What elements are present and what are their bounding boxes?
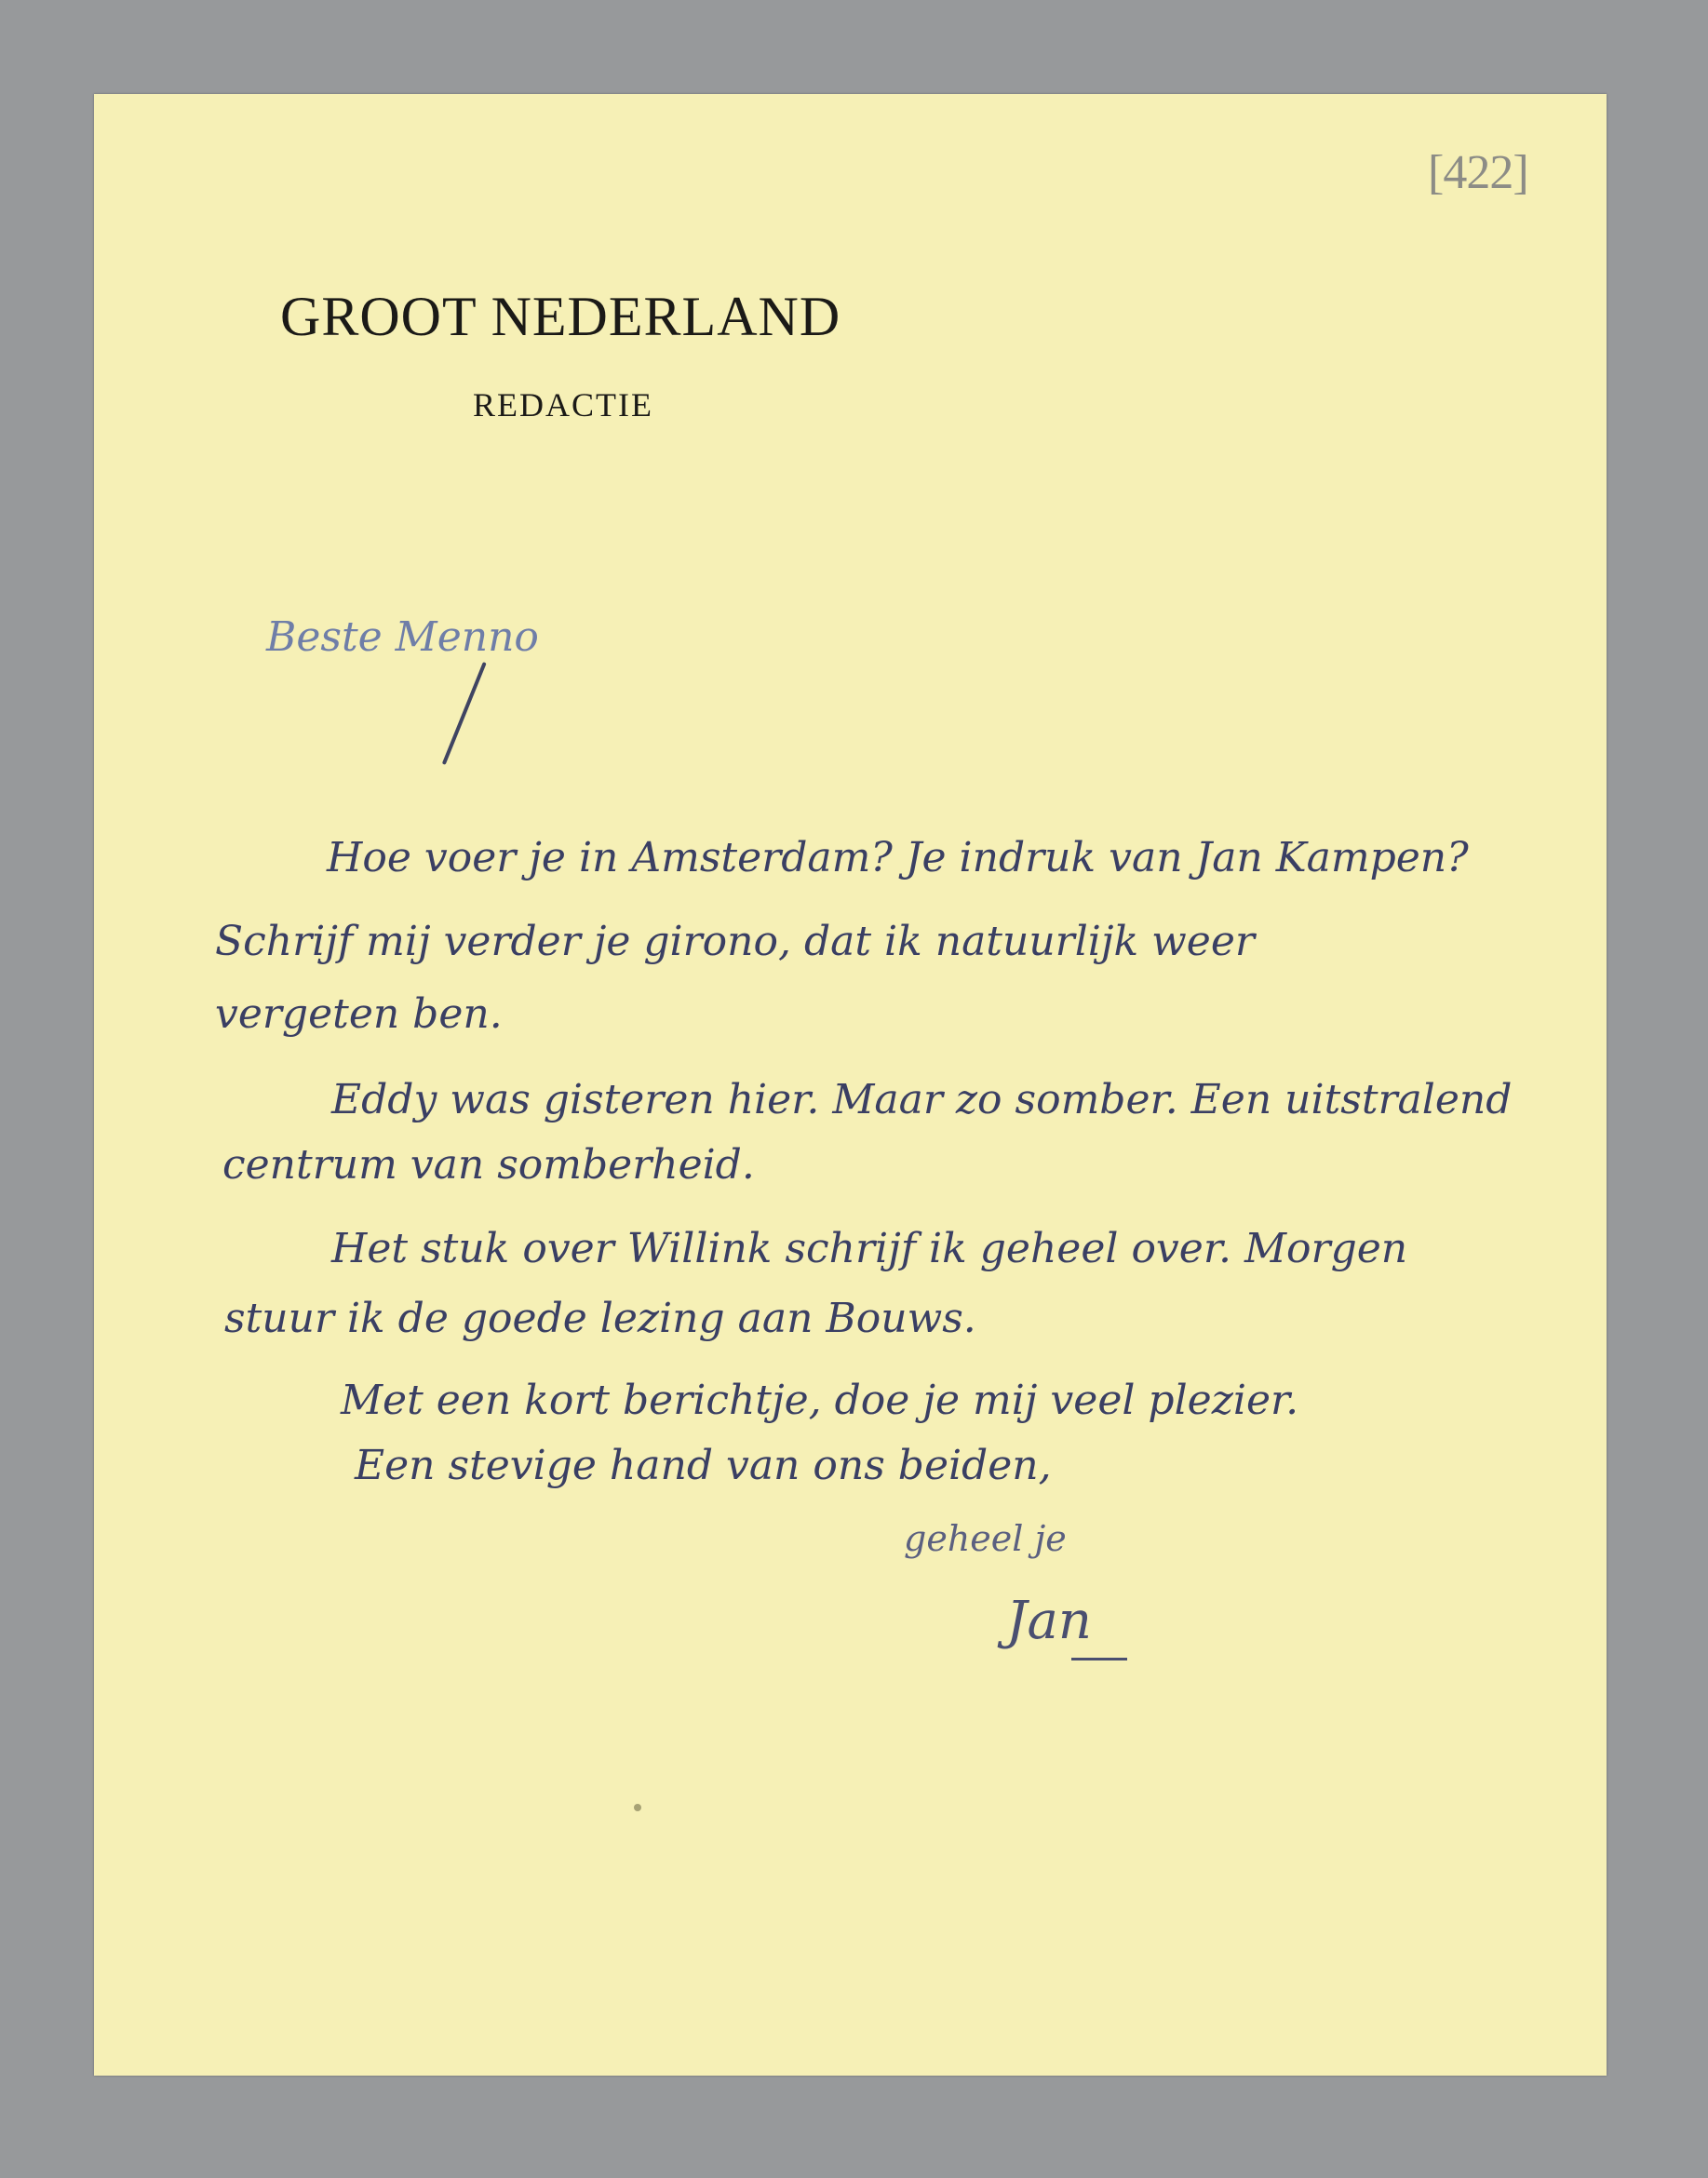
archive-number: [422] xyxy=(1428,146,1528,199)
body-line-4: Eddy was gisteren hier. Maar zo somber. Een uitstralend xyxy=(331,1076,1513,1123)
closing: geheel je xyxy=(904,1518,1067,1559)
body-line-7: stuur ik de goede lezing aan Bouws. xyxy=(224,1295,976,1342)
body-line-9: Een stevige hand van ons beiden, xyxy=(355,1442,1052,1489)
paper-mark xyxy=(634,1804,641,1811)
body-line-8: Met een kort berichtje, doe je mij veel plezier. xyxy=(341,1377,1299,1424)
body-line-1: Hoe voer je in Amsterdam? Je indruk van Jan Kampen? xyxy=(327,834,1469,881)
letterhead-title: GROOT NEDERLAND xyxy=(280,286,841,347)
letterhead-subtitle: REDACTIE xyxy=(473,386,653,424)
body-line-3: vergeten ben. xyxy=(215,990,503,1038)
signature: Jan xyxy=(1006,1591,1092,1651)
body-line-5: centrum van somberheid. xyxy=(222,1141,755,1189)
body-line-6: Het stuk over Willink schrijf ik geheel over. Morgen xyxy=(331,1225,1408,1272)
signature-underline xyxy=(1071,1658,1127,1660)
pen-stroke xyxy=(442,662,487,765)
letter-sheet xyxy=(94,94,1607,2076)
body-line-2: Schrijf mij verder je girono, dat ik natuurlijk weer xyxy=(215,918,1255,965)
salutation: Beste Menno xyxy=(266,613,539,661)
